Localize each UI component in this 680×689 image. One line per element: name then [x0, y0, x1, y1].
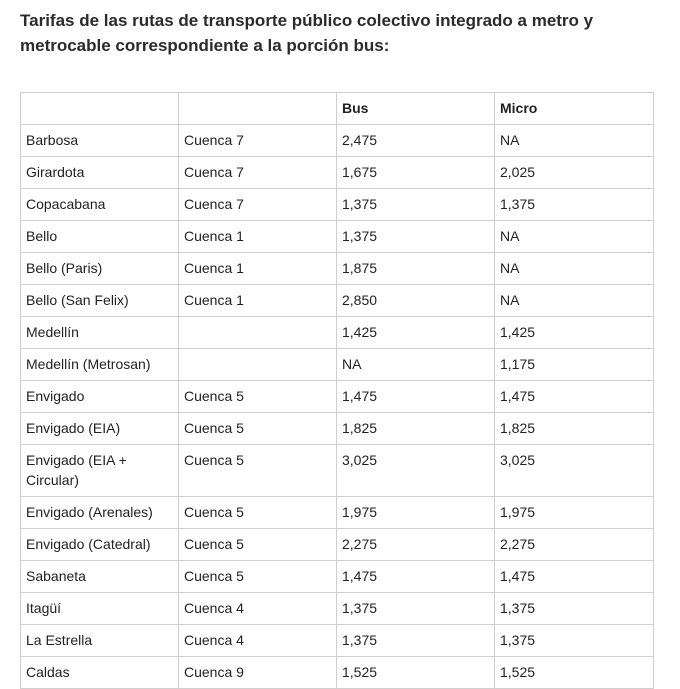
header-cell-bus: Bus	[337, 93, 495, 125]
cell-basin: Cuenca 5	[179, 529, 337, 561]
header-cell-municipality	[21, 93, 179, 125]
cell-basin: Cuenca 7	[179, 189, 337, 221]
cell-municipality: Sabaneta	[21, 561, 179, 593]
cell-micro-fare: 1,975	[495, 497, 654, 529]
table-row	[21, 317, 654, 349]
cell-basin: Cuenca 5	[179, 561, 337, 593]
cell-bus-fare: 1,975	[337, 497, 495, 529]
cell-basin	[179, 317, 337, 349]
cell-bus-fare: 1,825	[337, 413, 495, 445]
cell-bus-fare: 1,375	[337, 593, 495, 625]
table-row	[21, 593, 654, 625]
table-row	[21, 657, 654, 689]
cell-municipality: Copacabana	[21, 189, 179, 221]
cell-municipality: Envigado (EIA + Circular)	[21, 445, 179, 497]
cell-municipality: Itagüí	[21, 593, 179, 625]
cell-basin: Cuenca 1	[179, 285, 337, 317]
cell-bus-fare: NA	[337, 349, 495, 381]
cell-micro-fare: 3,025	[495, 445, 654, 497]
table-row	[21, 625, 654, 657]
fares-table	[20, 92, 654, 689]
cell-basin: Cuenca 9	[179, 657, 337, 689]
cell-bus-fare: 1,375	[337, 221, 495, 253]
cell-micro-fare: NA	[495, 221, 654, 253]
table-header-row	[21, 93, 654, 125]
cell-micro-fare: 1,425	[495, 317, 654, 349]
header-cell-basin	[179, 93, 337, 125]
table-row	[21, 253, 654, 285]
cell-basin	[179, 349, 337, 381]
table-row	[21, 221, 654, 253]
cell-bus-fare: 1,375	[337, 625, 495, 657]
cell-bus-fare: 1,375	[337, 189, 495, 221]
cell-bus-fare: 2,275	[337, 529, 495, 561]
cell-bus-fare: 1,475	[337, 381, 495, 413]
cell-municipality: Envigado (Catedral)	[21, 529, 179, 561]
cell-micro-fare: NA	[495, 125, 654, 157]
table-row	[21, 529, 654, 561]
cell-bus-fare: 1,875	[337, 253, 495, 285]
cell-basin: Cuenca 1	[179, 221, 337, 253]
cell-municipality: Barbosa	[21, 125, 179, 157]
cell-bus-fare: 2,475	[337, 125, 495, 157]
cell-basin: Cuenca 5	[179, 445, 337, 497]
cell-micro-fare: NA	[495, 285, 654, 317]
cell-municipality: Caldas	[21, 657, 179, 689]
cell-bus-fare: 1,525	[337, 657, 495, 689]
cell-micro-fare: 1,825	[495, 413, 654, 445]
table-row	[21, 445, 654, 497]
cell-micro-fare: 1,475	[495, 561, 654, 593]
cell-municipality: La Estrella	[21, 625, 179, 657]
cell-municipality: Envigado	[21, 381, 179, 413]
header-cell-micro: Micro	[495, 93, 654, 125]
table-row	[21, 189, 654, 221]
cell-basin: Cuenca 7	[179, 125, 337, 157]
page-heading: Tarifas de las rutas de transporte público colectivo integrado a metro y metrocable correspondiente a la porción bus:	[20, 11, 594, 55]
cell-municipality: Medellín (Metrosan)	[21, 349, 179, 381]
cell-basin: Cuenca 7	[179, 157, 337, 189]
cell-basin: Cuenca 5	[179, 497, 337, 529]
table-row	[21, 561, 654, 593]
cell-municipality: Girardota	[21, 157, 179, 189]
cell-micro-fare: 1,175	[495, 349, 654, 381]
cell-micro-fare: 1,375	[495, 625, 654, 657]
cell-basin: Cuenca 5	[179, 413, 337, 445]
table-row	[21, 157, 654, 189]
cell-basin: Cuenca 4	[179, 593, 337, 625]
cell-basin: Cuenca 4	[179, 625, 337, 657]
cell-micro-fare: 1,475	[495, 381, 654, 413]
cell-micro-fare: 1,525	[495, 657, 654, 689]
cell-bus-fare: 2,850	[337, 285, 495, 317]
cell-micro-fare: 2,025	[495, 157, 654, 189]
cell-bus-fare: 1,675	[337, 157, 495, 189]
cell-micro-fare: 1,375	[495, 189, 654, 221]
cell-bus-fare: 3,025	[337, 445, 495, 497]
cell-bus-fare: 1,425	[337, 317, 495, 349]
cell-basin: Cuenca 5	[179, 381, 337, 413]
cell-micro-fare: 2,275	[495, 529, 654, 561]
cell-municipality: Bello (San Felix)	[21, 285, 179, 317]
table-row	[21, 125, 654, 157]
cell-municipality: Medellín	[21, 317, 179, 349]
table-row	[21, 413, 654, 445]
cell-municipality: Bello (Paris)	[21, 253, 179, 285]
cell-micro-fare: NA	[495, 253, 654, 285]
cell-basin: Cuenca 1	[179, 253, 337, 285]
cell-bus-fare: 1,475	[337, 561, 495, 593]
table-row	[21, 381, 654, 413]
cell-micro-fare: 1,375	[495, 593, 654, 625]
table-row	[21, 497, 654, 529]
cell-municipality: Envigado (Arenales)	[21, 497, 179, 529]
table-row	[21, 285, 654, 317]
table-row	[21, 349, 654, 381]
cell-municipality: Envigado (EIA)	[21, 413, 179, 445]
cell-municipality: Bello	[21, 221, 179, 253]
